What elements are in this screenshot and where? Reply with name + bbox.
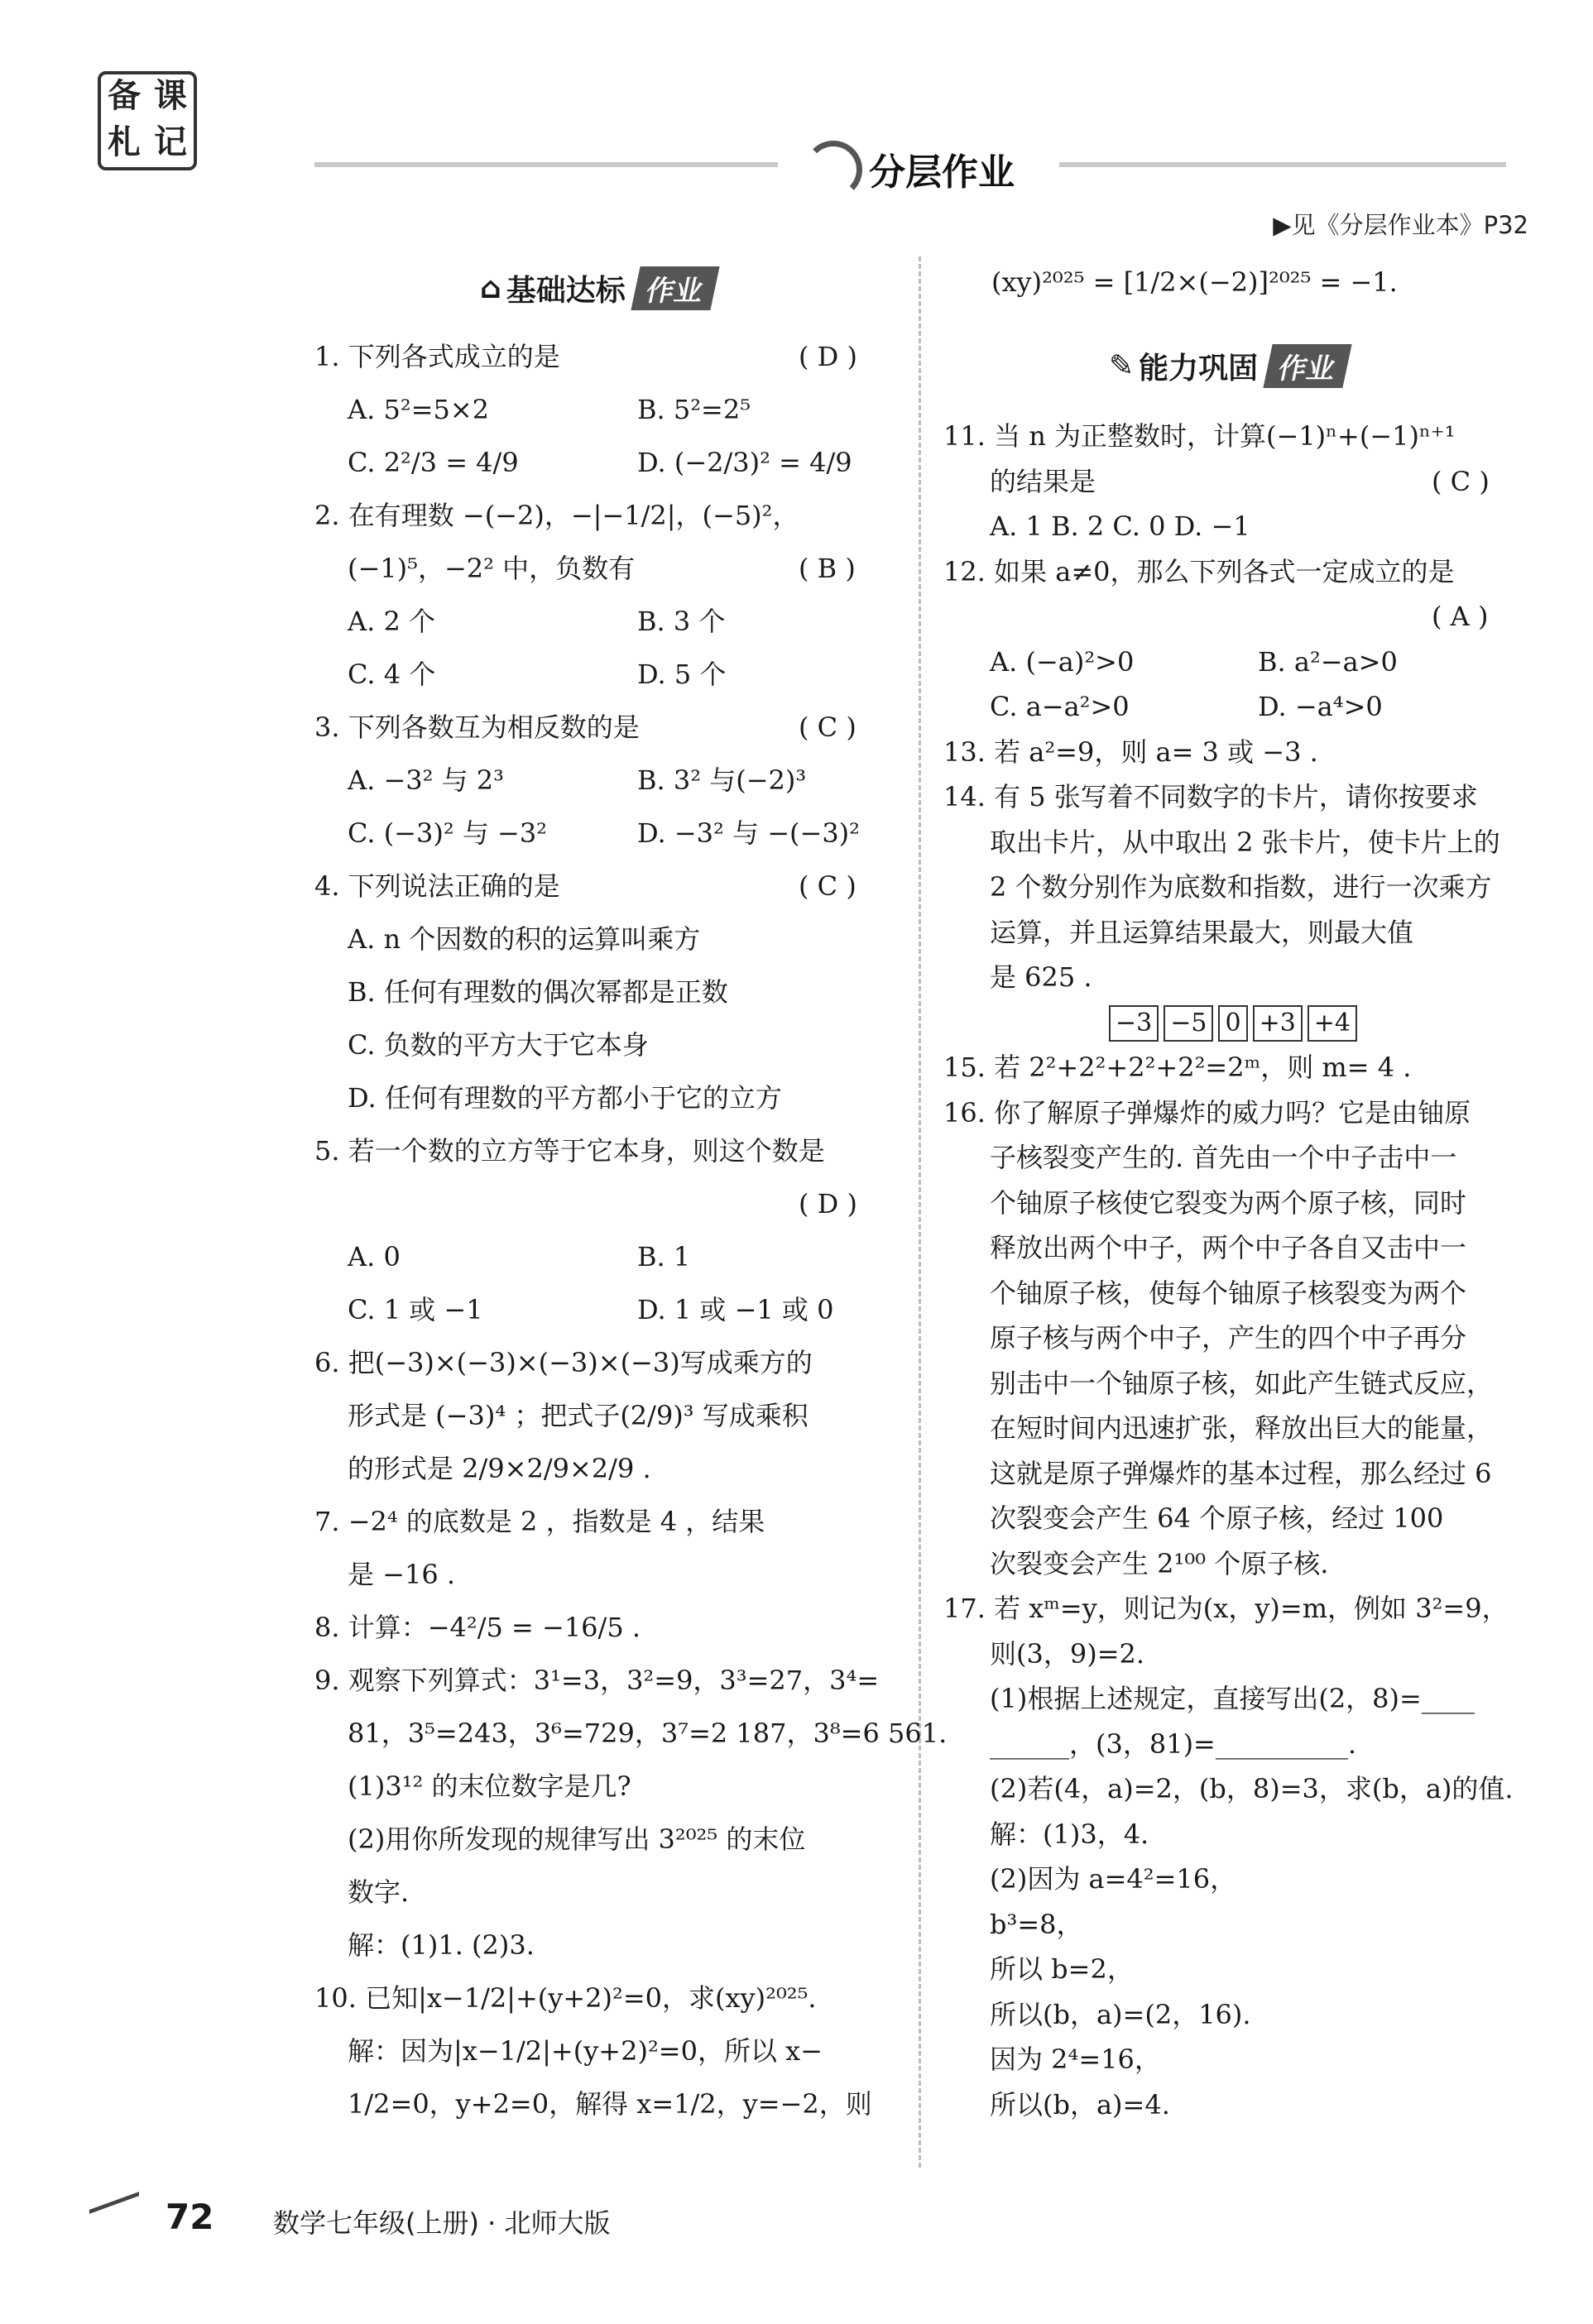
banner-line-left <box>314 162 778 167</box>
footer-mark-icon <box>89 2192 139 2244</box>
question-line: 2. 在有理数 −(−2)，−|−1/2|，(−5)²， <box>314 500 799 531</box>
section-title-ability <box>1109 344 1347 388</box>
question-line: 11. 当 n 为正整数时，计算(−1)ⁿ+(−1)ⁿ⁺¹ <box>943 420 1456 452</box>
note-stamp <box>98 71 197 170</box>
question-line: (1)根据上述规定，直接写出(2，8)=____ <box>990 1683 1475 1714</box>
question-line: 解：(1)3，4. <box>990 1818 1149 1850</box>
stamp-char: 记 <box>154 123 187 161</box>
question-line: 6. 把(−3)×(−3)×(−3)×(−3)写成乘方的 <box>314 1347 813 1378</box>
question-line: b³=8， <box>990 1908 1083 1940</box>
question-line: (−1)⁵，−2² 中，负数有 <box>348 553 636 584</box>
question-line: 13. 若 a²=9，则 a= 3 或 −3 . <box>943 736 1318 768</box>
question-line: 的形式是 2/9×2/9×2/9 . <box>348 1453 651 1484</box>
number-card: −5 <box>1164 1005 1213 1042</box>
card-row <box>1109 1005 1357 1042</box>
option-line: B. a²−a>0 <box>1258 645 1398 678</box>
option-line: D. −3² 与 −(−3)² <box>637 817 860 849</box>
question-line: 81，3⁵=243，3⁶=729，3⁷=2 187，3⁸=6 561. <box>348 1718 948 1749</box>
question-line: 的结果是 <box>990 465 1096 497</box>
question-line: (2)因为 a=4²=16， <box>990 1863 1237 1895</box>
right-top-line: (xy)²⁰²⁵ = [1/2×(−2)]²⁰²⁵ = −1. <box>991 266 1398 298</box>
question-line: 别击中一个铀原子核，如此产生链式反应， <box>990 1367 1494 1399</box>
right-column <box>943 414 1539 2176</box>
question-line: 7. −2⁴ 的底数是 2 ，指数是 4 ，结果 <box>314 1506 765 1537</box>
question-line: (2)若(4，a)=2，(b，8)=3，求(b，a)的值. <box>990 1773 1514 1804</box>
answer-bracket: ( D ) <box>799 341 857 372</box>
question-line: C. (−3)² 与 −3² <box>348 817 548 849</box>
question-line: 所以(b，a)=(2，16). <box>990 1998 1251 2030</box>
question-line: 运算，并且运算结果最大，则最大值 <box>990 916 1414 948</box>
banner-line-right <box>1059 162 1506 167</box>
question-line: 3. 下列各数互为相反数的是 <box>314 712 640 743</box>
question-line: 解：(1)1. (2)3. <box>348 1929 535 1961</box>
question-line: 所以 b=2， <box>990 1953 1134 1985</box>
question-line: C. 2²/3 = 4/9 <box>348 447 519 478</box>
section-title-basic <box>480 266 715 310</box>
page-number: 72 <box>166 2197 214 2237</box>
answer-bracket: ( C ) <box>1432 465 1490 497</box>
answer-bracket: ( B ) <box>799 553 856 584</box>
question-line: A. (−a)²>0 <box>990 645 1135 678</box>
option-line: D. 1 或 −1 或 0 <box>637 1294 834 1325</box>
question-line: 次裂变会产生 2¹⁰⁰ 个原子核. <box>990 1547 1329 1579</box>
question-line: 子核裂变产生的. 首先由一个中子击中一 <box>990 1142 1457 1173</box>
question-line: A. 1 B. 2 C. 0 D. −1 <box>990 510 1250 542</box>
question-line: 这就是原子弹爆炸的基本过程，那么经过 6 <box>990 1457 1492 1489</box>
question-line: 数字. <box>348 1876 410 1908</box>
option-line: D. 5 个 <box>637 659 727 690</box>
question-line: 所以(b，a)=4. <box>990 2088 1170 2120</box>
question-line: 17. 若 xᵐ=y，则记为(x，y)=m，例如 3²=9， <box>943 1593 1509 1624</box>
workbook-reference: ▶见《分层作业本》P32 <box>1273 211 1528 239</box>
question-line: 因为 2⁴=16， <box>990 2044 1161 2075</box>
stamp-char: 札 <box>108 123 141 161</box>
answer-bracket: ( A ) <box>1432 601 1489 632</box>
question-line: 是 625 . <box>990 961 1092 993</box>
option-line: B. 3² 与(−2)³ <box>637 764 807 796</box>
pencil-icon: ✎ <box>1109 349 1135 383</box>
question-line: 8. 计算：−4²/5 = −16/5 . <box>314 1612 641 1643</box>
question-line: A. n 个因数的积的运算叫乘方 <box>348 923 701 955</box>
option-line: D. −a⁴>0 <box>1258 691 1383 722</box>
question-line: 1. 下列各式成立的是 <box>314 341 560 372</box>
question-line: 5. 若一个数的立方等于它本身，则这个数是 <box>314 1135 825 1167</box>
answer-bracket: ( D ) <box>799 1188 857 1220</box>
answer-bracket: ( C ) <box>799 712 856 743</box>
option-line: B. 3 个 <box>637 606 726 637</box>
question-line: 则(3，9)=2. <box>990 1637 1145 1670</box>
section-tag: 作业 <box>1264 344 1352 388</box>
question-line: 是 −16 . <box>348 1559 456 1590</box>
question-line: 释放出两个中子，两个中子各自又击中一 <box>990 1232 1467 1263</box>
question-line: C. 4 个 <box>348 659 436 690</box>
section-title-text: 基础达标 <box>506 274 626 308</box>
question-line: (2)用你所发现的规律写出 3²⁰²⁵ 的末位 <box>348 1823 806 1855</box>
banner-arc-icon <box>804 141 862 199</box>
book-title: 数学七年级(上册) · 北师大版 <box>273 2207 611 2239</box>
stamp-char: 课 <box>154 77 187 115</box>
question-line: 12. 如果 a≠0，那么下列各式一定成立的是 <box>943 555 1455 587</box>
question-line: 16. 你了解原子弹爆炸的威力吗？它是由铀原 <box>943 1096 1471 1128</box>
number-card: +4 <box>1308 1005 1357 1042</box>
question-line: 次裂变会产生 64 个原子核，经过 100 <box>990 1502 1444 1534</box>
question-line: C. 1 或 −1 <box>348 1294 483 1325</box>
question-line: A. 0 <box>348 1241 401 1272</box>
question-line: 个铀原子核使它裂变为两个原子核，同时 <box>990 1186 1467 1219</box>
number-card: −3 <box>1109 1005 1159 1042</box>
question-line: 1/2=0，y+2=0，解得 x=1/2，y=−2，则 <box>348 2088 872 2120</box>
answer-bracket: ( C ) <box>799 870 856 902</box>
question-line: 9. 观察下列算式：3¹=3，3²=9，3³=27，3⁴= <box>314 1665 880 1696</box>
question-line: 4. 下列说法正确的是 <box>314 870 560 902</box>
section-tag: 作业 <box>631 266 719 310</box>
question-line: 原子核与两个中子，产生的四个中子再分 <box>990 1322 1467 1354</box>
question-line: A. −3² 与 2³ <box>348 764 504 796</box>
question-line: A. 2 个 <box>348 606 435 637</box>
question-line: 15. 若 2²+2²+2²+2²=2ᵐ，则 m= 4 . <box>943 1052 1412 1083</box>
question-line: D. 任何有理数的平方都小于它的立方 <box>348 1082 782 1114</box>
number-card: +3 <box>1253 1005 1303 1042</box>
question-line: 形式是 (−3)⁴ ；把式子(2/9)³ 写成乘积 <box>348 1400 808 1431</box>
question-line: 解：因为|x−1/2|+(y+2)²=0，所以 x− <box>348 2035 823 2067</box>
question-line: A. 5²=5×2 <box>348 394 489 425</box>
number-card: 0 <box>1218 1005 1247 1042</box>
question-line: ______，(3，81)=__________. <box>990 1727 1357 1760</box>
question-line: 个铀原子核，使每个铀原子核裂变为两个 <box>990 1277 1467 1309</box>
question-line: C. a−a²>0 <box>990 691 1130 722</box>
question-line: 10. 已知|x−1/2|+(y+2)²=0，求(xy)²⁰²⁵. <box>314 1982 817 2014</box>
question-line: 2 个数分别作为底数和指数，进行一次乘方 <box>990 871 1492 903</box>
house-icon: ⌂ <box>480 271 501 305</box>
question-line: C. 负数的平方大于它本身 <box>348 1029 649 1061</box>
section-title-text: 能力巩固 <box>1139 352 1259 386</box>
question-line: 在短时间内迅速扩张，释放出巨大的能量， <box>990 1412 1494 1444</box>
question-line: B. 任何有理数的偶次幂都是正数 <box>348 976 728 1008</box>
option-line: D. (−2/3)² = 4/9 <box>637 447 852 478</box>
option-line: B. 1 <box>637 1241 691 1272</box>
option-line: B. 5²=2⁵ <box>637 394 751 425</box>
question-line: 取出卡片，从中取出 2 张卡片，使卡片上的 <box>990 826 1500 858</box>
left-column <box>314 334 948 2179</box>
page-title: 分层作业 <box>869 151 1015 194</box>
question-line: 14. 有 5 张写着不同数字的卡片，请你按要求 <box>943 781 1478 812</box>
column-divider <box>919 256 921 2168</box>
question-line: (1)3¹² 的末位数字是几? <box>348 1771 631 1802</box>
stamp-char: 备 <box>108 77 141 115</box>
